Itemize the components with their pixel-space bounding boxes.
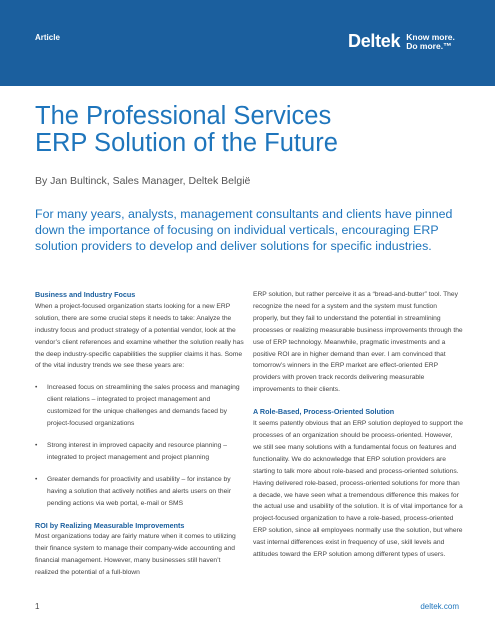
section-heading-roi: ROI by Realizing Measurable Improvements	[35, 520, 185, 530]
body-paragraph: When a project-focused organization starts looking for a new ERP solution, there are some crucial steps it needs to take: Analyze the industry focus and product strategy of a potential vendor, look at the vendor’s client references and examine whether the solution really has the deep industry-specific capabilities the supplier claims it has. Some of the vital industry trends we see these years are:	[35, 302, 244, 370]
byline: By Jan Bultinck, Sales Manager, Deltek België	[35, 175, 251, 187]
deltek-logo[interactable]	[348, 31, 455, 52]
logo-brand: Deltek	[348, 31, 401, 51]
article-title-line2: ERP Solution of the Future	[35, 129, 338, 157]
bullet-icon: •	[35, 441, 38, 449]
logo-tagline-line1: Know more.	[406, 31, 455, 42]
section-heading-business-focus: Business and Industry Focus	[35, 290, 136, 299]
page-number: 1	[35, 602, 40, 611]
footer-link[interactable]: deltek.com	[420, 602, 459, 611]
logo-tagline-line2: Do more.™	[406, 40, 452, 51]
list-item	[35, 474, 245, 510]
bullet-icon: •	[35, 384, 38, 392]
article-title	[35, 103, 475, 157]
lead-paragraph: For many years, analysts, management consultants and clients have pinned down the importance of focusing on individual verticals, encouraging ERP solution providers to develop and deliver solutions for specific industries.	[35, 207, 453, 253]
trend-list	[35, 382, 245, 509]
list-item-text: Strong interest in improved capacity and resource planning – integrated to project management and project planning	[47, 441, 227, 461]
body-paragraph: Most organizations today are fairly mature when it comes to utilizing their finance system to manage their company-wide accounting and financial management. However, many businesses still haven’t realized the potential of a full-blown	[35, 533, 236, 577]
article-title-line1: The Professional Services	[35, 102, 332, 130]
bullet-icon: •	[35, 475, 38, 483]
right-column	[253, 289, 463, 571]
list-item	[35, 382, 245, 430]
body-paragraph: It seems patently obvious that an ERP solution deployed to support the processes of an organization should be process-oriented. However, we still see many solutions with a fundamental focus on features and functionality. We do acknowledge that ERP solution providers are starting to talk more about role-based and process-oriented solutions. Having delivered role-based, process-oriented solutions for more than a decade, we have seen what a tremendous difference this makes for the actual use and usability of the solution. It is of vital importance for a project-focused organization to have a role-based, process-oriented ERP solution, since all employees normally use the solution, but where vast internal differences exist in frequency of use, skill levels and attitudes toward the ERP solution among different types of users.	[253, 420, 463, 559]
list-item-text: Greater demands for proactivity and usability – for instance by having a solution that actively notifies and alerts users on their pending actions via web portal, e-mail or SMS	[47, 475, 232, 507]
header-band	[0, 0, 495, 86]
body-paragraph: ERP solution, but rather perceive it as a “bread-and-butter” tool. They recognize the need for a system and the system must function properly, but they fail to understand the potential in streamlining processes or realizing measurable business improvements through the use of ERP technology. Meanwhile, pragmatic investments and a positive ROI are in higher demand than ever. I am convinced that tomorrow’s winners in the ERP market are effect-oriented ERP providers with proven track records delivering measurable improvements to their clients.	[253, 291, 463, 394]
article-tag: Article	[35, 33, 60, 42]
list-item-text: Increased focus on streamlining the sales process and managing client relations – integrated to project management and customized for the unique challenges and demands faced by project-focused organizations	[47, 384, 240, 428]
logo-tagline	[406, 33, 455, 51]
left-column	[35, 289, 245, 589]
section-heading-role-based: A Role-Based, Process-Oriented Solution	[253, 407, 395, 417]
list-item	[35, 440, 245, 464]
